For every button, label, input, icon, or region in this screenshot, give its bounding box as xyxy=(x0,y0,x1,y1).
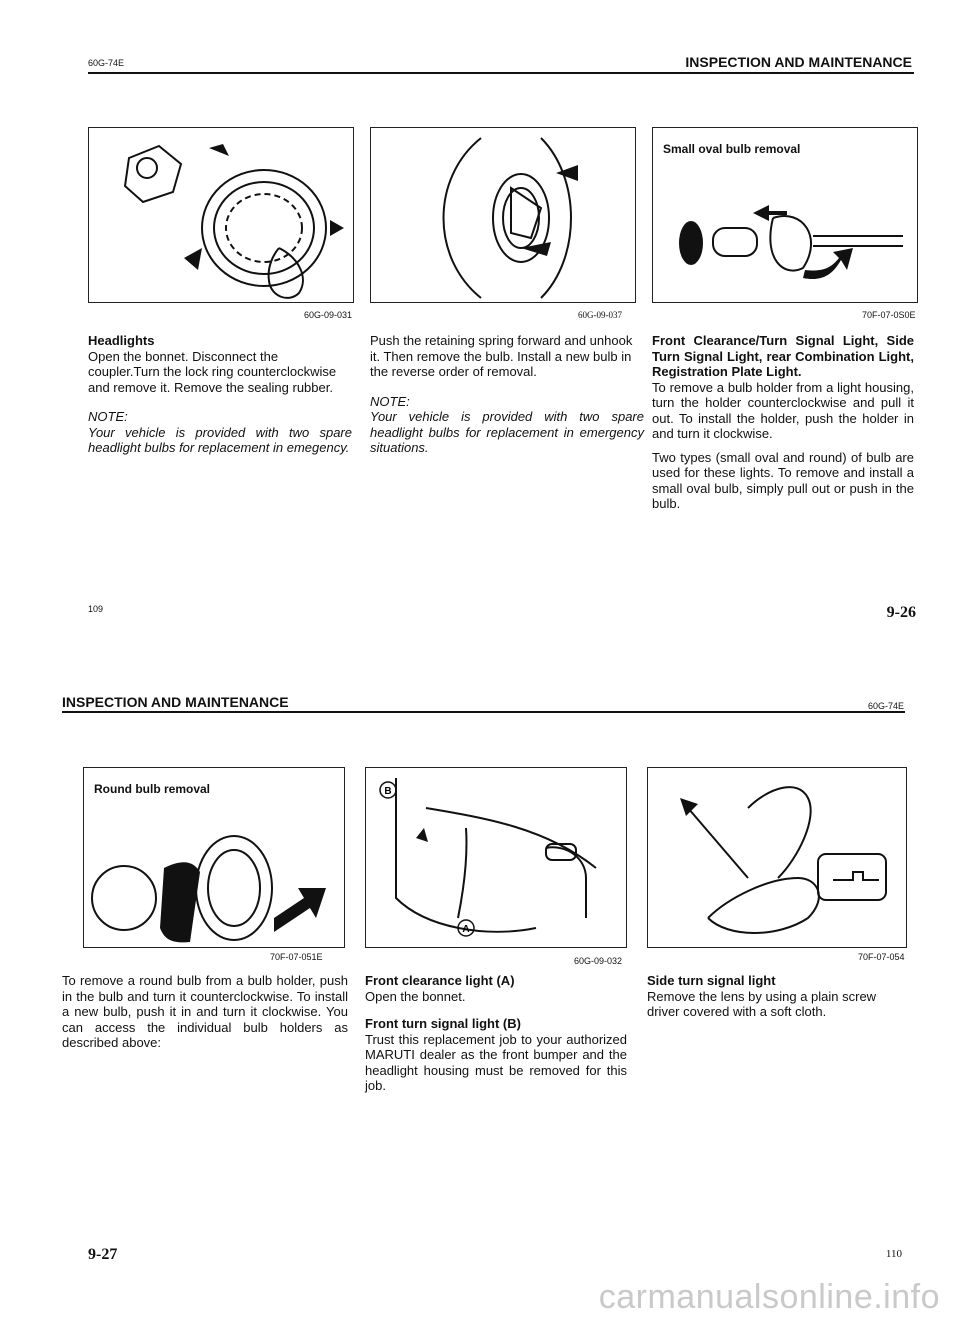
round-bulb-text: To remove a round bulb from a bulb holder, push in the bulb and turn it counterclockwise. To install a new bulb, push it in and turn it clockwise. You can access the individual bulb holders as described above: xyxy=(62,973,348,1050)
retaining-spring-illustration xyxy=(371,128,635,302)
top-column-1 xyxy=(88,333,352,464)
headlights-text: Open the bonnet. Disconnect the coupler.Turn the lock ring counterclockwise and remove it. Remove the sealing rubber. xyxy=(88,348,337,395)
heading-front-turn-signal-b: Front turn signal light (B) xyxy=(365,1016,521,1031)
bulb-holder-text: To remove a bulb holder from a light housing, turn the holder counterclockwise and pull it out. To install the holder, push the holder in and turn it clockwise. xyxy=(652,379,914,441)
note-label-2: NOTE: xyxy=(370,393,410,409)
figure-caption-1: 60G-09-031 xyxy=(304,310,353,320)
page-number-left-bottom: 9-27 xyxy=(88,1246,118,1263)
front-turn-signal-text: Trust this replacement job to your authorized MARUTI dealer as the front bumper and the headlight housing must be removed for this job. xyxy=(365,1031,627,1093)
figure-side-turn-signal xyxy=(647,767,907,948)
heading-front-clearance: Front Clearance/Turn Signal Light, Side Turn Signal Light, rear Combination Light, Registration Plate Light. xyxy=(652,333,914,379)
front-clearance-text: Open the bonnet. xyxy=(365,988,466,1004)
page-number-right-top: 9-26 xyxy=(886,604,916,621)
heading-front-clearance-a: Front clearance light (A) xyxy=(365,973,515,988)
front-lights-illustration xyxy=(366,768,626,947)
figure-round-bulb xyxy=(83,767,345,948)
top-column-2 xyxy=(370,333,644,464)
marker-b: B xyxy=(384,786,392,797)
note-text-1: Your vehicle is provided with two spare headlight bulbs for replacement in emegency. xyxy=(88,424,352,455)
bulb-types-text: Two types (small oval and round) of bulb are used for these lights. To remove and install a small oval bulb, simply pull out or push in the bulb. xyxy=(652,449,914,511)
heading-headlights: Headlights xyxy=(88,333,155,348)
figure-label-small-oval: Small oval bulb removal xyxy=(663,142,801,156)
header-rule-top xyxy=(88,72,914,74)
note-text-2: Your vehicle is provided with two spare headlight bulbs for replacement in emergency situations. xyxy=(370,409,644,455)
headlight-illustration xyxy=(89,128,353,302)
side-turn-signal-illustration xyxy=(648,768,906,947)
figure-caption-2: 60G-09-037 xyxy=(578,310,622,320)
doc-code-top: 60G-74E xyxy=(88,58,125,68)
figure-retaining-spring xyxy=(370,127,636,303)
figure-caption-5: 60G-09-032 xyxy=(574,956,623,966)
bottom-column-3 xyxy=(647,973,907,1028)
figure-caption-6: 70F-07-054 xyxy=(858,952,905,962)
retaining-spring-text: Push the retaining spring forward and unhook it. Then remove the bulb. Install a new bulb in the reverse order of removal. xyxy=(370,333,633,379)
marker-a: A xyxy=(462,924,470,935)
side-turn-signal-text: Remove the lens by using a plain screw driver covered with a soft cloth. xyxy=(647,988,877,1019)
heading-side-turn-signal: Side turn signal light xyxy=(647,973,776,988)
figure-caption-3: 70F-07-0S0E xyxy=(862,310,916,320)
doc-code-bottom: 60G-74E xyxy=(867,701,904,711)
figure-small-oval-bulb xyxy=(652,127,918,303)
section-title-top: INSPECTION AND MAINTENANCE xyxy=(685,54,912,70)
page-number-right-bottom: 110 xyxy=(885,1248,902,1260)
watermark: carmanualsonline.info xyxy=(598,1278,940,1316)
figure-caption-4: 70F-07-051E xyxy=(270,952,323,962)
page-number-left-top: 109 xyxy=(88,604,104,614)
figure-headlight-lock-ring xyxy=(88,127,354,303)
figure-label-round-bulb: Round bulb removal xyxy=(94,782,211,796)
section-title-bottom: INSPECTION AND MAINTENANCE xyxy=(62,694,289,710)
bottom-column-2 xyxy=(365,973,627,1102)
figure-front-lights xyxy=(365,767,627,948)
bottom-column-1 xyxy=(62,973,348,1059)
note-label-1: NOTE: xyxy=(88,409,128,424)
header-rule-bottom xyxy=(62,711,905,713)
top-column-3 xyxy=(652,333,914,520)
